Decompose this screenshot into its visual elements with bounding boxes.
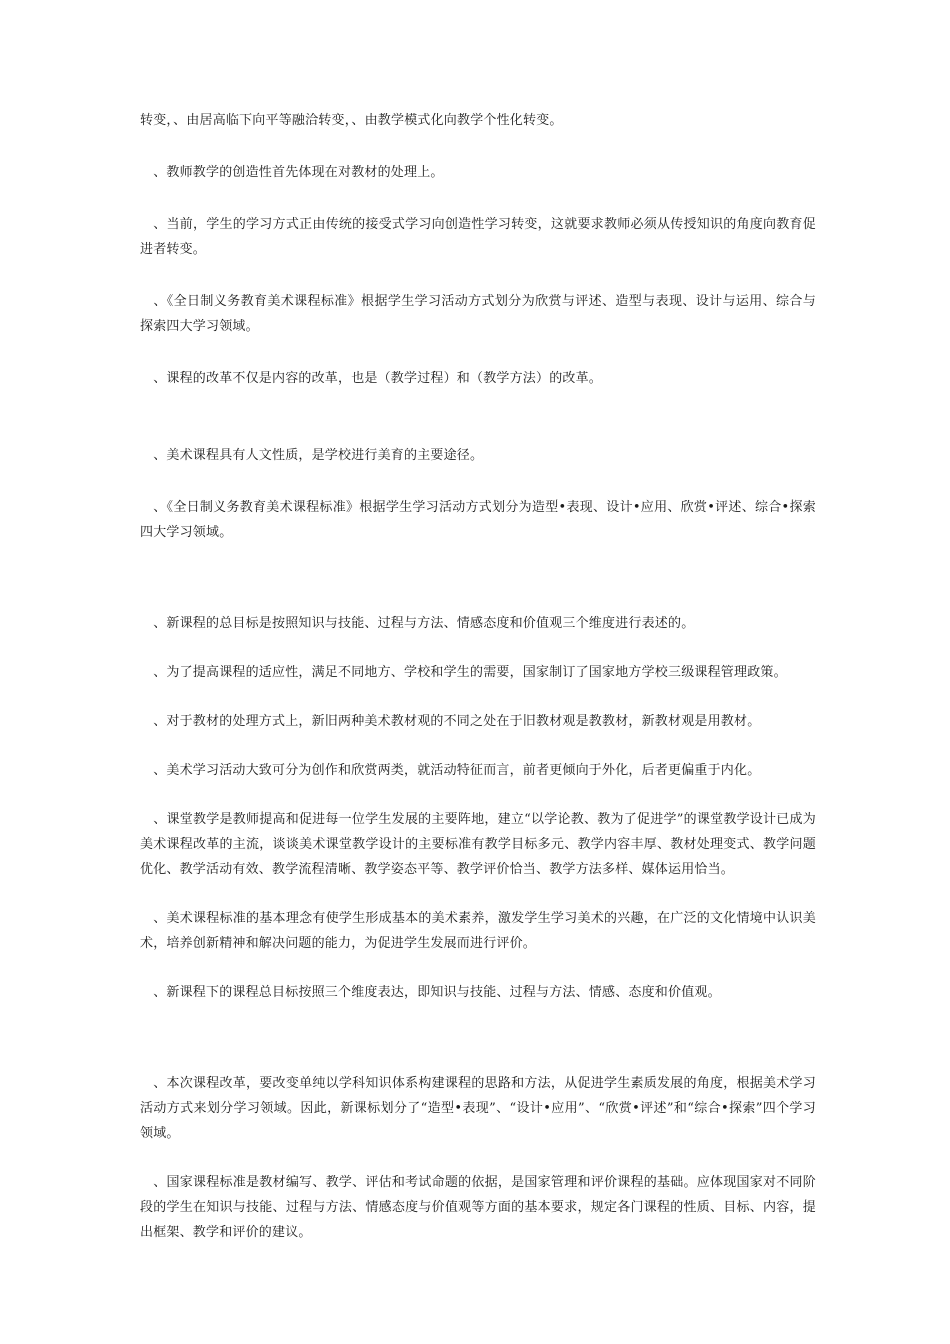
paragraph-8: 、新课程的总目标是按照知识与技能、过程与方法、情感态度和价值观三个维度进行表述的。	[140, 616, 695, 631]
document-body	[140, 108, 816, 1245]
paragraph-1: 转变，、由居高临下向平等融洽转变，、由教学模式化向教学个性化转变。	[140, 113, 563, 128]
paragraph-11: 、美术学习活动大致可分为创作和欣赏两类，就活动特征而言，前者更倾向于外化，后者更偏重于内化。	[140, 763, 761, 778]
paragraph-13: 、美术课程标准的基本理念有使学生形成基本的美术素养，激发学生学习美术的兴趣，在广泛的文化情境中认识美术，培养创新精神和解决问题的能力，为促进学生发展而进行评价。	[140, 911, 816, 951]
paragraph-14: 、新课程下的课程总目标按照三个维度表达，即知识与技能、过程与方法、情感、态度和价值观。	[140, 985, 721, 1000]
paragraph-10: 、对于教材的处理方式上，新旧两种美术教材观的不同之处在于旧教材观是教教材，新教材观是用教材。	[140, 714, 761, 729]
paragraph-16: 、国家课程标准是教材编写、教学、评估和考试命题的依据，是国家管理和评价课程的基础。应体现国家对不同阶段的学生在知识与技能、过程与方法、情感态度与价值观等方面的基本要求，规定各门课程的性质、目标、内容，提出框架、教学和评价的建议。	[140, 1175, 816, 1240]
paragraph-9: 、为了提高课程的适应性，满足不同地方、学校和学生的需要，国家制订了国家地方学校三级课程管理政策。	[140, 665, 787, 680]
paragraph-6: 、美术课程具有人文性质，是学校进行美育的主要途径。	[140, 448, 484, 463]
paragraph-12: 、课堂教学是教师提高和促进每一位学生发展的主要阵地，建立“以学论教、教为了促进学”的课堂教学设计已成为美术课程改革的主流，谈谈美术课堂教学设计的主要标准有教学目标多元、教学内容丰厚、教材处理变式、教学问题优化、教学活动有效、教学流程清晰、教学姿态平等、教学评价恰当、教学方法多样、媒体运用恰当。	[140, 812, 816, 877]
paragraph-2: 、教师教学的创造性首先体现在对教材的处理上。	[140, 165, 444, 180]
paragraph-5: 、课程的改革不仅是内容的改革，也是（教学过程）和（教学方法）的改革。	[140, 371, 603, 386]
paragraph-4: 、《全日制义务教育美术课程标准》根据学生学习活动方式划分为欣赏与评述、造型与表现、设计与运用、综合与探索四大学习领域。	[140, 294, 816, 334]
paragraph-15: 、本次课程改革，要改变单纯以学科知识体系构建课程的思路和方法，从促进学生素质发展的角度，根据美术学习活动方式来划分学习领域。因此，新课标划分了“造型•表现”、“设计•应用”、“欣赏•评述”和“综合•探索”四个学习领域。	[140, 1076, 816, 1141]
paragraph-7: 、《全日制义务教育美术课程标准》根据学生学习活动方式划分为造型•表现、设计•应用、欣赏•评述、综合•探索四大学习领域。	[140, 500, 816, 540]
paragraph-3: 、当前，学生的学习方式正由传统的接受式学习向创造性学习转变，这就要求教师必须从传授知识的角度向教育促进者转变。	[140, 217, 816, 257]
